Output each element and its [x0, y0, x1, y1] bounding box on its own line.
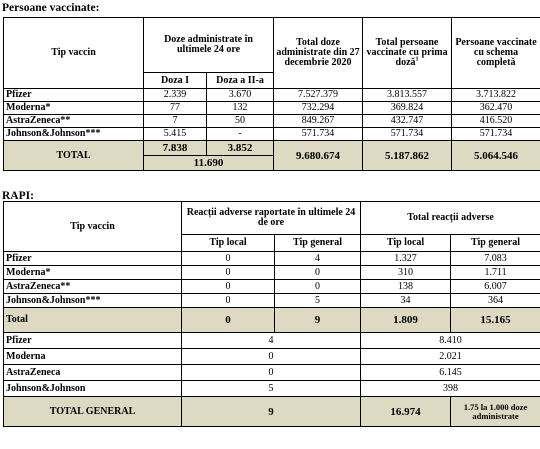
cell-local-total: 34 — [361, 294, 451, 308]
cell-general-24h: 4 — [275, 252, 361, 266]
cell-schema: 416.520 — [452, 115, 540, 128]
total-doza2: 3.852 — [207, 141, 274, 156]
total-row — [4, 141, 540, 156]
cell-schema: 362.470 — [452, 102, 540, 115]
table-row — [4, 115, 540, 128]
total-label: Total — [4, 308, 182, 333]
cell-local-24h: 0 — [182, 252, 275, 266]
vaccine-name: Pfizer — [4, 333, 182, 349]
cell-local-total: 1.327 — [361, 252, 451, 266]
vaccine-name: Johnson&Johnson*** — [4, 294, 182, 308]
total-doze: 9.680.674 — [274, 141, 363, 171]
cell-prima-doza: 3.813.557 — [363, 89, 452, 102]
total-general-total: 16.974 — [361, 397, 451, 427]
header-doza-2: Doza a II-a — [207, 73, 274, 89]
cell-general-24h: 0 — [275, 280, 361, 294]
cell-general-total: 1.711 — [451, 266, 540, 280]
table-row — [4, 294, 540, 308]
rapi-table — [3, 201, 540, 427]
vaccine-name: Johnson&Johnson*** — [4, 128, 144, 141]
header-prima-doza — [363, 18, 452, 89]
cell-local-total: 138 — [361, 280, 451, 294]
cell-total-doze: 849.267 — [274, 115, 363, 128]
cell-rapi-total: 8.410 — [361, 333, 540, 349]
vaccine-name: Pfizer — [4, 252, 182, 266]
header-doza-1: Doza I — [144, 73, 207, 89]
vaccine-name: Pfizer — [4, 89, 144, 102]
table-row — [4, 252, 540, 266]
total-local-24h: 0 — [182, 308, 275, 333]
table-row — [4, 280, 540, 294]
vaccine-name: Moderna* — [4, 102, 144, 115]
vaccine-name: Johnson&Johnson — [4, 381, 182, 397]
total-general-rate: 1.75 la 1.000 doze administrate — [451, 397, 540, 427]
header-tip-vaccin: Tip vaccin — [4, 18, 144, 89]
cell-rapi-total: 2.021 — [361, 349, 540, 365]
cell-doza1: 7 — [144, 115, 207, 128]
section-title-rapi: RAPI: — [2, 190, 34, 202]
header-rapi-24h: Reacții adverse raportate în ultimele 24 de ore — [182, 202, 361, 235]
table-row — [4, 128, 540, 141]
vaccine-name: AstraZeneca — [4, 365, 182, 381]
cell-doza1: 2.339 — [144, 89, 207, 102]
cell-general-total: 6.007 — [451, 280, 540, 294]
cell-prima-doza: 432.747 — [363, 115, 452, 128]
vaccine-name: AstraZeneca** — [4, 280, 182, 294]
table-row — [4, 89, 540, 102]
total-general-24h: 9 — [275, 308, 361, 333]
total-general: 15.165 — [451, 308, 540, 333]
cell-doza1: 5.415 — [144, 128, 207, 141]
cell-local-24h: 0 — [182, 294, 275, 308]
total-label: TOTAL — [4, 141, 144, 171]
total-prima-doza: 5.187.862 — [363, 141, 452, 171]
cell-rapi-24h: 5 — [182, 381, 361, 397]
cell-local-24h: 0 — [182, 266, 275, 280]
cell-doza2: 3.670 — [207, 89, 274, 102]
table-row — [4, 365, 540, 381]
cell-rapi-24h: 4 — [182, 333, 361, 349]
total-local: 1.809 — [361, 308, 451, 333]
section-title-vaccinated: Persoane vaccinate: — [2, 2, 100, 14]
cell-doza2: 132 — [207, 102, 274, 115]
table-row — [4, 266, 540, 280]
table-row — [4, 333, 540, 349]
cell-prima-doza: 571.734 — [363, 128, 452, 141]
vaccinated-table — [3, 17, 540, 171]
cell-total-doze: 571.734 — [274, 128, 363, 141]
footnote-marker: 1 — [415, 56, 419, 63]
vaccine-name: Moderna — [4, 349, 182, 365]
cell-doza1: 77 — [144, 102, 207, 115]
header-tip-general: Tip general — [275, 235, 361, 252]
cell-rapi-24h: 0 — [182, 365, 361, 381]
total-general-24h: 9 — [182, 397, 361, 427]
total-row — [4, 308, 540, 333]
total-general-label: TOTAL GENERAL — [4, 397, 182, 427]
header-tip-general-total: Tip general — [451, 235, 540, 252]
cell-rapi-total: 6.145 — [361, 365, 540, 381]
cell-rapi-24h: 0 — [182, 349, 361, 365]
cell-schema: 571.734 — [452, 128, 540, 141]
table-row — [4, 102, 540, 115]
total-doze-24h: 11.690 — [144, 156, 274, 171]
cell-general-total: 7.083 — [451, 252, 540, 266]
cell-general-24h: 0 — [275, 266, 361, 280]
cell-total-doze: 7.527.379 — [274, 89, 363, 102]
header-doze-24h: Doze administrate în ultimele 24 ore — [144, 18, 274, 73]
table-row — [4, 349, 540, 365]
header-total-rapi: Total reacții adverse — [361, 202, 540, 235]
cell-local-24h: 0 — [182, 280, 275, 294]
header-tip-local-total: Tip local — [361, 235, 451, 252]
header-prima-doza-label: Total persoane vaccinate cu prima doză — [366, 37, 448, 68]
vaccine-name: AstraZeneca** — [4, 115, 144, 128]
cell-schema: 3.713.822 — [452, 89, 540, 102]
table-row — [4, 381, 540, 397]
vaccine-name: Moderna* — [4, 266, 182, 280]
cell-general-total: 364 — [451, 294, 540, 308]
total-doza1: 7.838 — [144, 141, 207, 156]
cell-local-total: 310 — [361, 266, 451, 280]
header-schema-completa: Persoane vaccinate cu schema completă — [452, 18, 540, 89]
cell-rapi-total: 398 — [361, 381, 540, 397]
header-tip-vaccin: Tip vaccin — [4, 202, 182, 252]
cell-doza2: - — [207, 128, 274, 141]
header-total-doze: Total doze administrate din 27 decembrie 2020 — [274, 18, 363, 89]
header-tip-local: Tip local — [182, 235, 275, 252]
cell-general-24h: 5 — [275, 294, 361, 308]
cell-prima-doza: 369.824 — [363, 102, 452, 115]
cell-total-doze: 732.294 — [274, 102, 363, 115]
total-schema: 5.064.546 — [452, 141, 540, 171]
cell-doza2: 50 — [207, 115, 274, 128]
total-general-row — [4, 397, 540, 427]
